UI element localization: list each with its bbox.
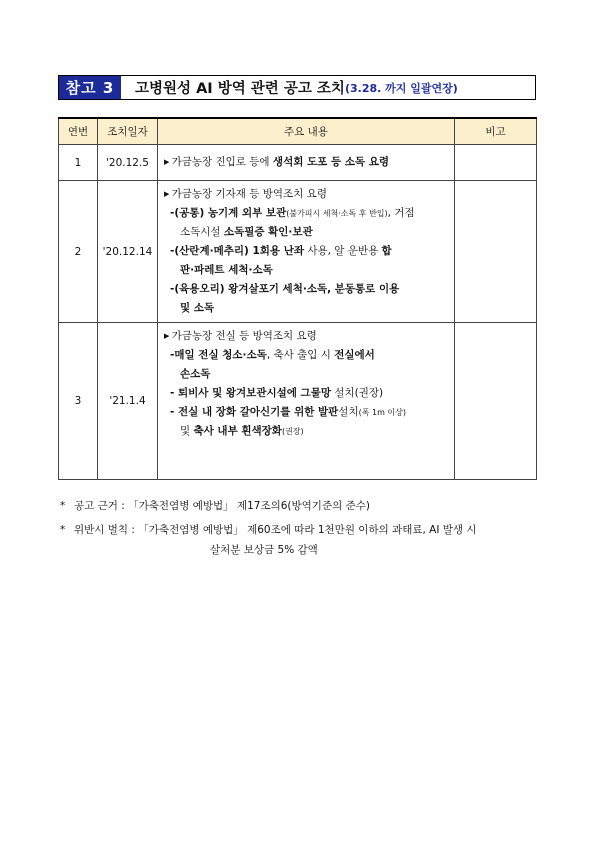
note-text: 「가축전염병 예방법」 제17조의6(방역기준의 준수) xyxy=(128,500,370,512)
content-text: -(공통) 농기계 외부 보관 xyxy=(170,207,287,219)
content-line xyxy=(164,223,448,242)
content-text: 소독시설 xyxy=(180,226,224,238)
content-text: 가금농장 전실 등 방역조치 요령 xyxy=(171,330,317,342)
note-label: 위반시 벌칙 : xyxy=(74,524,135,536)
measures-table xyxy=(58,117,537,480)
content-text: (폭 1m 이상) xyxy=(358,408,406,417)
triangle-bullet-icon: ▶ xyxy=(164,332,172,340)
content-text: 사용, 알 운반용 xyxy=(304,245,382,257)
title-sub: (3.28. 까지 일괄연장) xyxy=(344,81,458,95)
content-text: 설치(권장) xyxy=(330,387,384,399)
content-text: - 퇴비사 및 왕겨보관시설에 그물망 xyxy=(170,387,331,399)
content-line xyxy=(164,365,448,384)
title-box xyxy=(58,75,536,100)
content-text: 생석회 도포 등 소독 요령 xyxy=(272,156,389,168)
note-mark: * xyxy=(60,500,66,512)
row-content xyxy=(158,323,455,480)
content-line xyxy=(164,403,448,422)
content-text: (권장) xyxy=(281,427,304,436)
content-text: , 거점 xyxy=(387,207,415,219)
note-mark: * xyxy=(60,524,66,536)
content-text: 손소독 xyxy=(180,368,211,380)
header-remarks: 비고 xyxy=(455,118,537,145)
content-line xyxy=(164,327,448,346)
content-line xyxy=(164,261,448,280)
content-text: , 축사 출입 시 xyxy=(266,349,335,361)
row-number: 3 xyxy=(59,323,98,480)
content-text: -(산란계·메추리) 1회용 난좌 xyxy=(170,245,304,257)
header-number: 연번 xyxy=(59,118,98,145)
note-basis xyxy=(60,494,540,518)
content-text: 및 소독 xyxy=(180,302,215,314)
note-label: 공고 근거 : xyxy=(74,500,125,512)
row-number: 2 xyxy=(59,181,98,323)
content-text: - 전실 내 장화 갈아신기를 위한 발판 xyxy=(170,406,339,418)
content-line xyxy=(164,204,448,223)
content-text: 합 xyxy=(381,245,392,257)
row-remarks xyxy=(455,181,537,323)
content-text: 가금농장 진입로 등에 xyxy=(171,156,273,168)
row-date: '20.12.5 xyxy=(98,145,158,181)
content-text: -매일 전실 청소·소독 xyxy=(170,349,267,361)
content-text: 축사 내부 흰색장화 xyxy=(193,425,282,437)
content-text: 및 xyxy=(180,425,194,437)
content-text: -(육용오리) 왕겨살포기 세척·소독, 분동통로 이용 xyxy=(170,283,400,295)
content-line xyxy=(164,280,448,299)
content-line xyxy=(164,242,448,261)
title-main: 고병원성 AI 방역 관련 공고 조치 xyxy=(135,81,345,97)
header-date: 조치일자 xyxy=(98,118,158,145)
content-text: 설치 xyxy=(338,406,359,418)
content-text: (불가피시 세척·소독 후 반입) xyxy=(286,209,388,218)
table-row xyxy=(59,181,537,323)
content-line xyxy=(164,299,448,318)
reference-tag: 참고 3 xyxy=(59,76,121,99)
triangle-bullet-icon: ▶ xyxy=(164,190,172,198)
content-line xyxy=(164,422,448,441)
content-text: 전실에서 xyxy=(334,349,375,361)
content-line xyxy=(164,153,448,172)
row-content xyxy=(158,145,455,181)
note-text: 「가축전염병 예방법」 제60조에 따라 1천만원 이하의 과태료, AI 발생 시 xyxy=(138,524,477,536)
triangle-bullet-icon: ▶ xyxy=(164,158,172,166)
content-line xyxy=(164,346,448,365)
content-line xyxy=(164,185,448,204)
row-content xyxy=(158,181,455,323)
content-text: 가금농장 기자재 등 방역조치 요령 xyxy=(171,188,327,200)
content-line xyxy=(164,384,448,403)
row-remarks xyxy=(455,323,537,480)
footnotes xyxy=(60,494,540,562)
content-text: 판·파레트 세척·소독 xyxy=(180,264,273,276)
row-remarks xyxy=(455,145,537,181)
header-content: 주요 내용 xyxy=(158,118,455,145)
document-title xyxy=(121,76,535,99)
row-number: 1 xyxy=(59,145,98,181)
row-date: '20.12.14 xyxy=(98,181,158,323)
row-date: '21.1.4 xyxy=(98,323,158,480)
table-row xyxy=(59,145,537,181)
table-row xyxy=(59,323,537,480)
table-header-row xyxy=(59,118,537,145)
content-text: 소독필증 확인·보관 xyxy=(223,226,313,238)
note-penalty-continued: 살처분 보상금 5% 감액 xyxy=(210,544,318,556)
